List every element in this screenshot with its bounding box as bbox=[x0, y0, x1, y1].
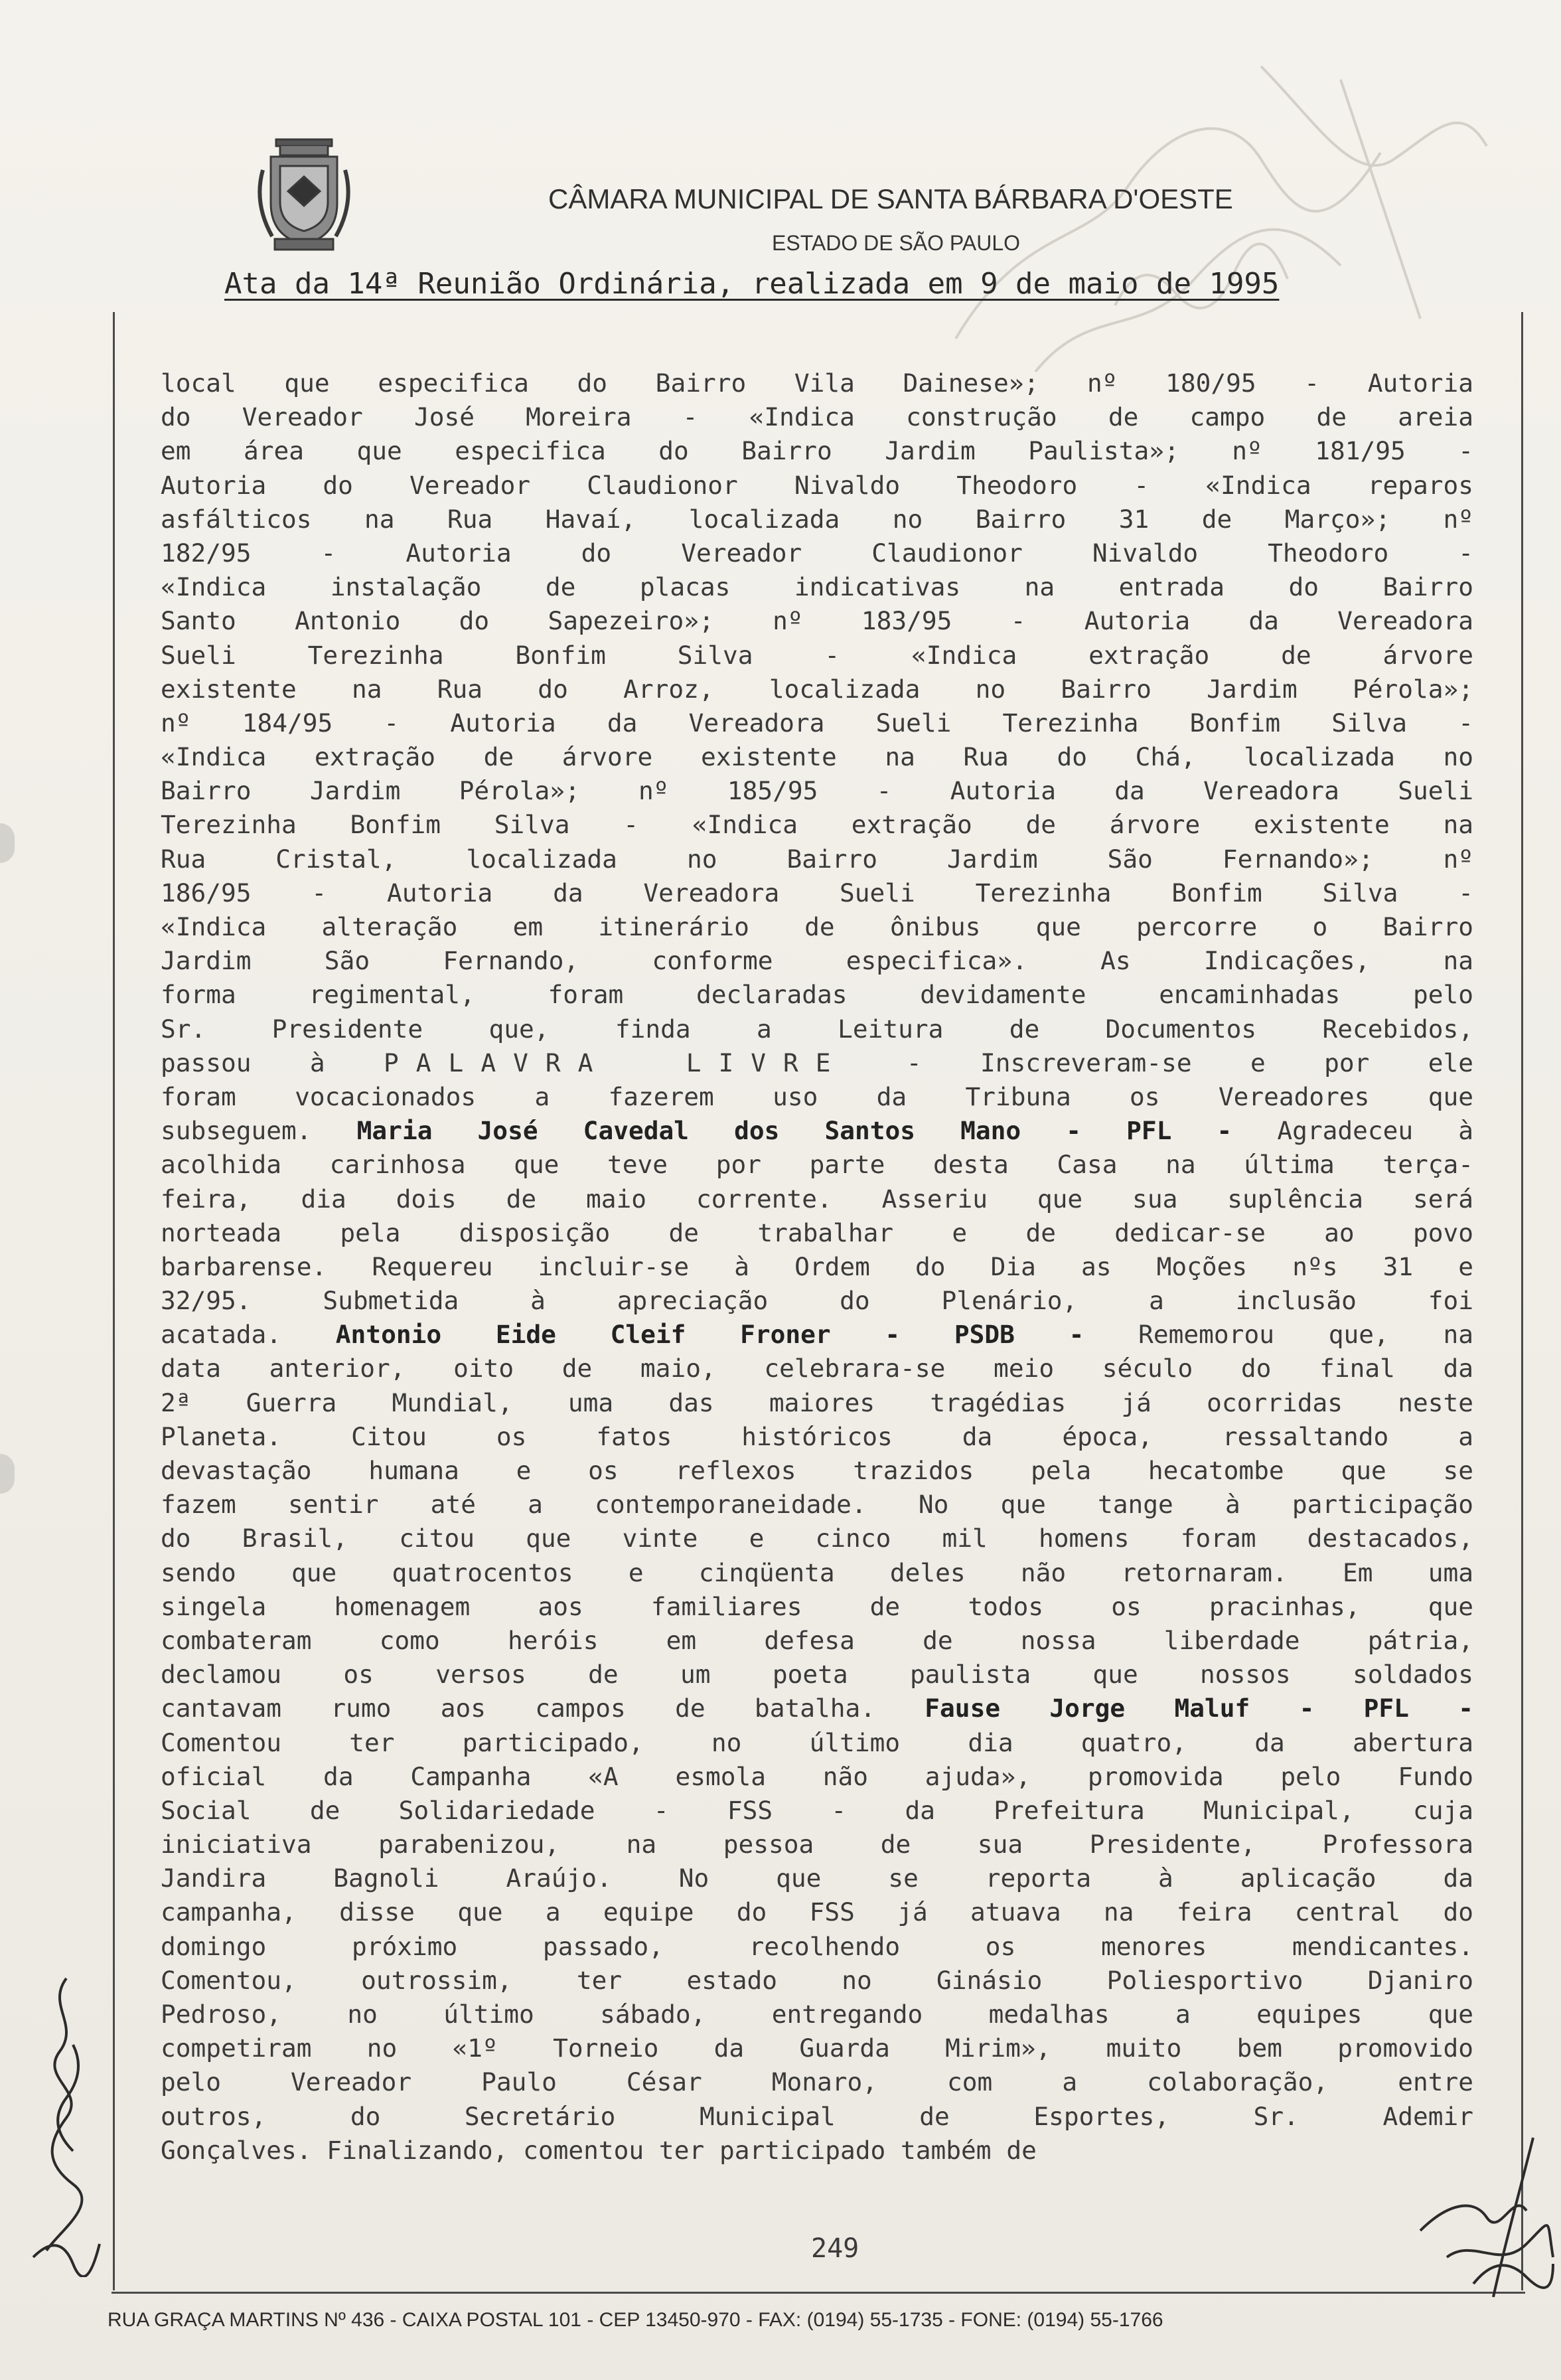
palavra-livre-line bbox=[161, 1046, 1473, 1080]
body-line: competiram no «1º Torneio da Guarda Mirim», muito bem promovido bbox=[161, 2033, 1473, 2063]
margin-signature bbox=[20, 1965, 106, 2277]
footer-address: RUA GRAÇA MARTINS Nº 436 - CAIXA POSTAL 101 - CEP 13450-970 - FAX: (0194) 55-1735 - FONE: (0194) 55-1766 bbox=[108, 2309, 1163, 2331]
palavra-livre-before: passou à bbox=[161, 1048, 325, 1077]
body-line: acolhida carinhosa que teve por parte desta Casa na última terça- bbox=[161, 1150, 1473, 1180]
body-line: feira, dia dois de maio corrente. Asseriu que sua suplência será bbox=[161, 1184, 1473, 1214]
body-line: iniciativa parabenizou, na pessoa de sua Presidente, Professora bbox=[161, 1830, 1473, 1860]
speaker-before: acatada. bbox=[161, 1320, 282, 1350]
page-number: 249 bbox=[811, 2233, 859, 2264]
body-line: outros, do Secretário Municipal de Esportes, Sr. Ademir bbox=[161, 2101, 1473, 2131]
body-line: local que especifica do Bairro Vila Dainese»; nº 180/95 - Autoria bbox=[161, 368, 1473, 398]
body-line: Gonçalves. Finalizando, comentou ter participado também de bbox=[161, 2135, 1037, 2165]
body-line: domingo próximo passado, recolhendo os menores mendicantes. bbox=[161, 1931, 1473, 1961]
body-line: Rua Cristal, localizada no Bairro Jardim São Fernando»; nº bbox=[161, 844, 1473, 874]
body-line: fazem sentir até a contemporaneidade. No que tange à participação bbox=[161, 1490, 1473, 1520]
body-line: Pedroso, no último sábado, entregando medalhas a equipes que bbox=[161, 2000, 1473, 2029]
body-line: foram vocacionados a fazerem uso da Tribuna os Vereadores que bbox=[161, 1081, 1473, 1111]
body-line: «Indica instalação de placas indicativas na entrada do Bairro bbox=[161, 572, 1473, 602]
body-line: declamou os versos de um poeta paulista que nossos soldados bbox=[161, 1660, 1473, 1690]
body-line: existente na Rua do Arroz, localizada no Bairro Jardim Pérola»; bbox=[161, 674, 1473, 704]
speaker-before: cantavam rumo aos campos de batalha. bbox=[161, 1694, 875, 1723]
body-line: norteada pela disposição de trabalhar e de dedicar-se ao povo bbox=[161, 1218, 1473, 1247]
body-line: oficial da Campanha «A esmola não ajuda», promovida pelo Fundo bbox=[161, 1761, 1473, 1791]
body-line: barbarense. Requereu incluir-se à Ordem do Dia as Moções nºs 31 e bbox=[161, 1251, 1473, 1281]
chamber-name: CÂMARA MUNICIPAL DE SANTA BÁRBARA D'OESTE bbox=[548, 183, 1233, 214]
left-margin-rule bbox=[113, 312, 115, 2290]
body-line: nº 184/95 - Autoria da Vereadora Sueli Terezinha Bonfim Silva - bbox=[161, 708, 1473, 738]
body-line: Sr. Presidente que, finda a Leitura de Documentos Recebidos, bbox=[161, 1014, 1473, 1044]
palavra-livre-after: - Inscreveram-se e por ele bbox=[906, 1048, 1473, 1077]
body-line: do Vereador José Moreira - «Indica construção de campo de areia bbox=[161, 402, 1473, 432]
body-line: Comentou ter participado, no último dia quatro, da abertura bbox=[161, 1727, 1473, 1757]
body-line: Jandira Bagnoli Araújo. No que se reporta à aplicação da bbox=[161, 1864, 1473, 1893]
body-line: 186/95 - Autoria da Vereadora Sueli Terezinha Bonfim Silva - bbox=[161, 878, 1473, 908]
body-line: Santo Antonio do Sapezeiro»; nº 183/95 - Autoria da Vereadora bbox=[161, 606, 1473, 636]
body-line: asfálticos na Rua Havaí, localizada no Bairro 31 de Março»; nº bbox=[161, 504, 1473, 534]
body-line: Social de Solidariedade - FSS - da Prefeitura Municipal, cuja bbox=[161, 1795, 1473, 1825]
speaker-before: subseguem. bbox=[161, 1116, 312, 1146]
body-line: Terezinha Bonfim Silva - «Indica extração de árvore existente na bbox=[161, 810, 1473, 840]
minutes-body bbox=[161, 366, 1473, 2168]
speaker-name: Fause Jorge Maluf - PFL - bbox=[925, 1694, 1473, 1723]
body-line: 182/95 - Autoria do Vereador Claudionor Nivaldo Theodoro - bbox=[161, 538, 1473, 568]
body-line: Comentou, outrossim, ter estado no Ginásio Poliesportivo Djaniro bbox=[161, 1965, 1473, 1995]
body-line: devastação humana e os reflexos trazidos pela hecatombe que se bbox=[161, 1456, 1473, 1485]
body-line: «Indica extração de árvore existente na Rua do Chá, localizada no bbox=[161, 742, 1473, 772]
body-line: combateram como heróis em defesa de nossa liberdade pátria, bbox=[161, 1625, 1473, 1655]
body-line: Jardim São Fernando, conforme especifica». As Indicações, na bbox=[161, 946, 1473, 976]
body-line: 32/95. Submetida à apreciação do Plenário, a inclusão foi bbox=[161, 1286, 1473, 1316]
body-line: forma regimental, foram declaradas devidamente encaminhadas pelo bbox=[161, 980, 1473, 1010]
body-line: 2ª Guerra Mundial, uma das maiores tragédias já ocorridas neste bbox=[161, 1388, 1473, 1417]
palavra-livre-heading: PALAVRA LIVRE bbox=[384, 1048, 848, 1077]
body-line: em área que especifica do Bairro Jardim Paulista»; nº 181/95 - bbox=[161, 436, 1473, 466]
footer-rule bbox=[112, 2292, 1525, 2294]
minutes-title: Ata da 14ª Reunião Ordinária, realizada em 9 de maio de 1995 bbox=[224, 267, 1280, 301]
body-line: Bairro Jardim Pérola»; nº 185/95 - Autoria da Vereadora Sueli bbox=[161, 776, 1473, 806]
body-line: campanha, disse que a equipe do FSS já atuava na feira central do bbox=[161, 1897, 1473, 1927]
speaker-after: Rememorou que, na bbox=[1138, 1320, 1473, 1350]
corner-initials bbox=[1407, 2124, 1561, 2317]
body-line: Planeta. Citou os fatos históricos da época, ressaltando a bbox=[161, 1421, 1473, 1451]
body-line: Autoria do Vereador Claudionor Nivaldo Theodoro - «Indica reparos bbox=[161, 470, 1473, 500]
speaker-line bbox=[161, 1114, 1473, 1148]
right-margin-rule bbox=[1521, 312, 1523, 2290]
speaker-name: Antonio Eide Cleif Froner - PSDB - bbox=[335, 1320, 1084, 1350]
body-line: sendo que quatrocentos e cinqüenta deles não retornaram. Em uma bbox=[161, 1557, 1473, 1587]
body-line: pelo Vereador Paulo César Monaro, com a colaboração, entre bbox=[161, 2067, 1473, 2097]
speaker-line bbox=[161, 1692, 1473, 1725]
body-line: data anterior, oito de maio, celebrara-se meio século do final da bbox=[161, 1354, 1473, 1384]
body-line: «Indica alteração em itinerário de ônibus que percorre o Bairro bbox=[161, 912, 1473, 941]
body-line: do Brasil, citou que vinte e cinco mil homens foram destacados, bbox=[161, 1524, 1473, 1553]
punch-hole bbox=[0, 823, 15, 863]
speaker-line bbox=[161, 1318, 1473, 1352]
punch-hole bbox=[0, 1454, 15, 1494]
body-line: Sueli Terezinha Bonfim Silva - «Indica extração de árvore bbox=[161, 640, 1473, 670]
speaker-after: Agradeceu à bbox=[1277, 1116, 1473, 1146]
speaker-name: Maria José Cavedal dos Santos Mano - PFL - bbox=[356, 1116, 1232, 1146]
state-name: ESTADO DE SÃO PAULO bbox=[772, 231, 1021, 255]
municipal-crest-logo bbox=[251, 130, 357, 258]
body-line: singela homenagem aos familiares de todos os pracinhas, que bbox=[161, 1591, 1473, 1621]
